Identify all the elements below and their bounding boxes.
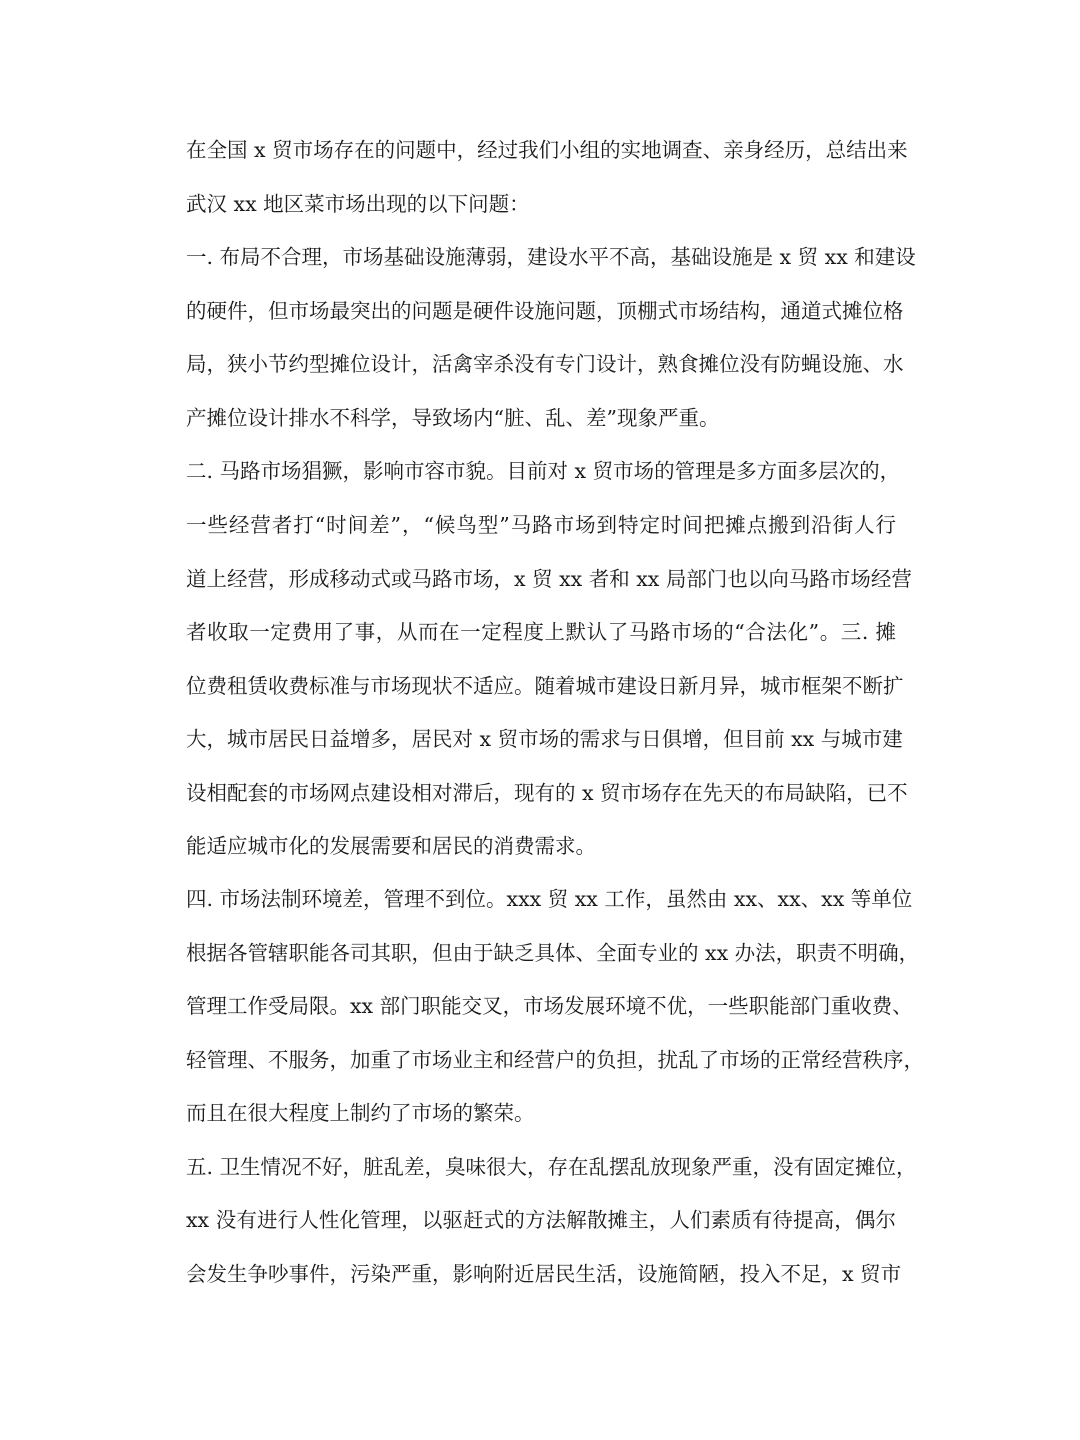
text-line: 位费租赁收费标准与市场现状不适应。随着城市建设日新月异，城市框架不断扩	[186, 674, 904, 698]
text-line: 道上经营，形成移动式或马路市场，x 贸 xx 者和 xx 局部门也以向马路市场经营	[186, 567, 912, 591]
text-line: 管理工作受局限。xx 部门职能交叉，市场发展环境不优，一些职能部门重收费、	[186, 994, 913, 1018]
text-line: 四. 市场法制环境差，管理不到位。xxx 贸 xx 工作，虽然由 xx、xx、xx 等单位	[186, 887, 913, 911]
text-line: 一. 布局不合理，市场基础设施薄弱，建设水平不高，基础设施是 x 贸 xx 和建设	[186, 245, 916, 269]
text-line: 在全国 x 贸市场存在的问题中，经过我们小组的实地调查、亲身经历，总结出来	[186, 138, 908, 162]
text-line: 而且在很大程度上制约了市场的繁荣。	[186, 1101, 535, 1125]
text-line: 会发生争吵事件，污染严重，影响附近居民生活，设施简陋，投入不足，x 贸市	[186, 1262, 902, 1286]
text-line: 设相配套的市场网点建设相对滞后，现有的 x 贸市场存在先天的布局缺陷，已不	[186, 781, 908, 805]
text-line: 能适应城市化的发展需要和居民的消费需求。	[186, 834, 596, 858]
text-line: 产摊位设计排水不科学，导致场内“脏、乱、差”现象严重。	[186, 406, 720, 430]
text-line: 五. 卫生情况不好，脏乱差，臭味很大，存在乱摆乱放现象严重，没有固定摊位，	[186, 1155, 917, 1179]
text-line: 轻管理、不服务，加重了市场业主和经营户的负担，扰乱了市场的正常经营秩序，	[186, 1048, 924, 1072]
text-line: 者收取一定费用了事，从而在一定程度上默认了马路市场的“合法化”。三. 摊	[186, 620, 896, 644]
text-line: 局，狭小节约型摊位设计，活禽宰杀没有专门设计，熟食摊位没有防蝇设施、水	[186, 352, 904, 376]
text-line: 的硬件，但市场最突出的问题是硬件设施问题，顶棚式市场结构，通道式摊位格	[186, 299, 904, 323]
text-line: 一些经营者打“时间差”，“候鸟型”马路市场到特定时间把摊点搬到沿街人行	[186, 513, 896, 537]
text-line: 二. 马路市场猖獗，影响市容市貌。目前对 x 贸市场的管理是多方面多层次的，	[186, 459, 901, 483]
text-line: 大，城市居民日益增多，居民对 x 贸市场的需求与日俱增，但目前 xx 与城市建	[186, 727, 903, 751]
text-line: xx 没有进行人性化管理，以驱赶式的方法解散摊主，人们素质有待提高，偶尔	[186, 1208, 896, 1232]
text-line: 根据各管辖职能各司其职，但由于缺乏具体、全面专业的 xx 办法，职责不明确，	[186, 941, 920, 965]
text-line: 武汉 xx 地区菜市场出现的以下问题：	[186, 192, 530, 216]
